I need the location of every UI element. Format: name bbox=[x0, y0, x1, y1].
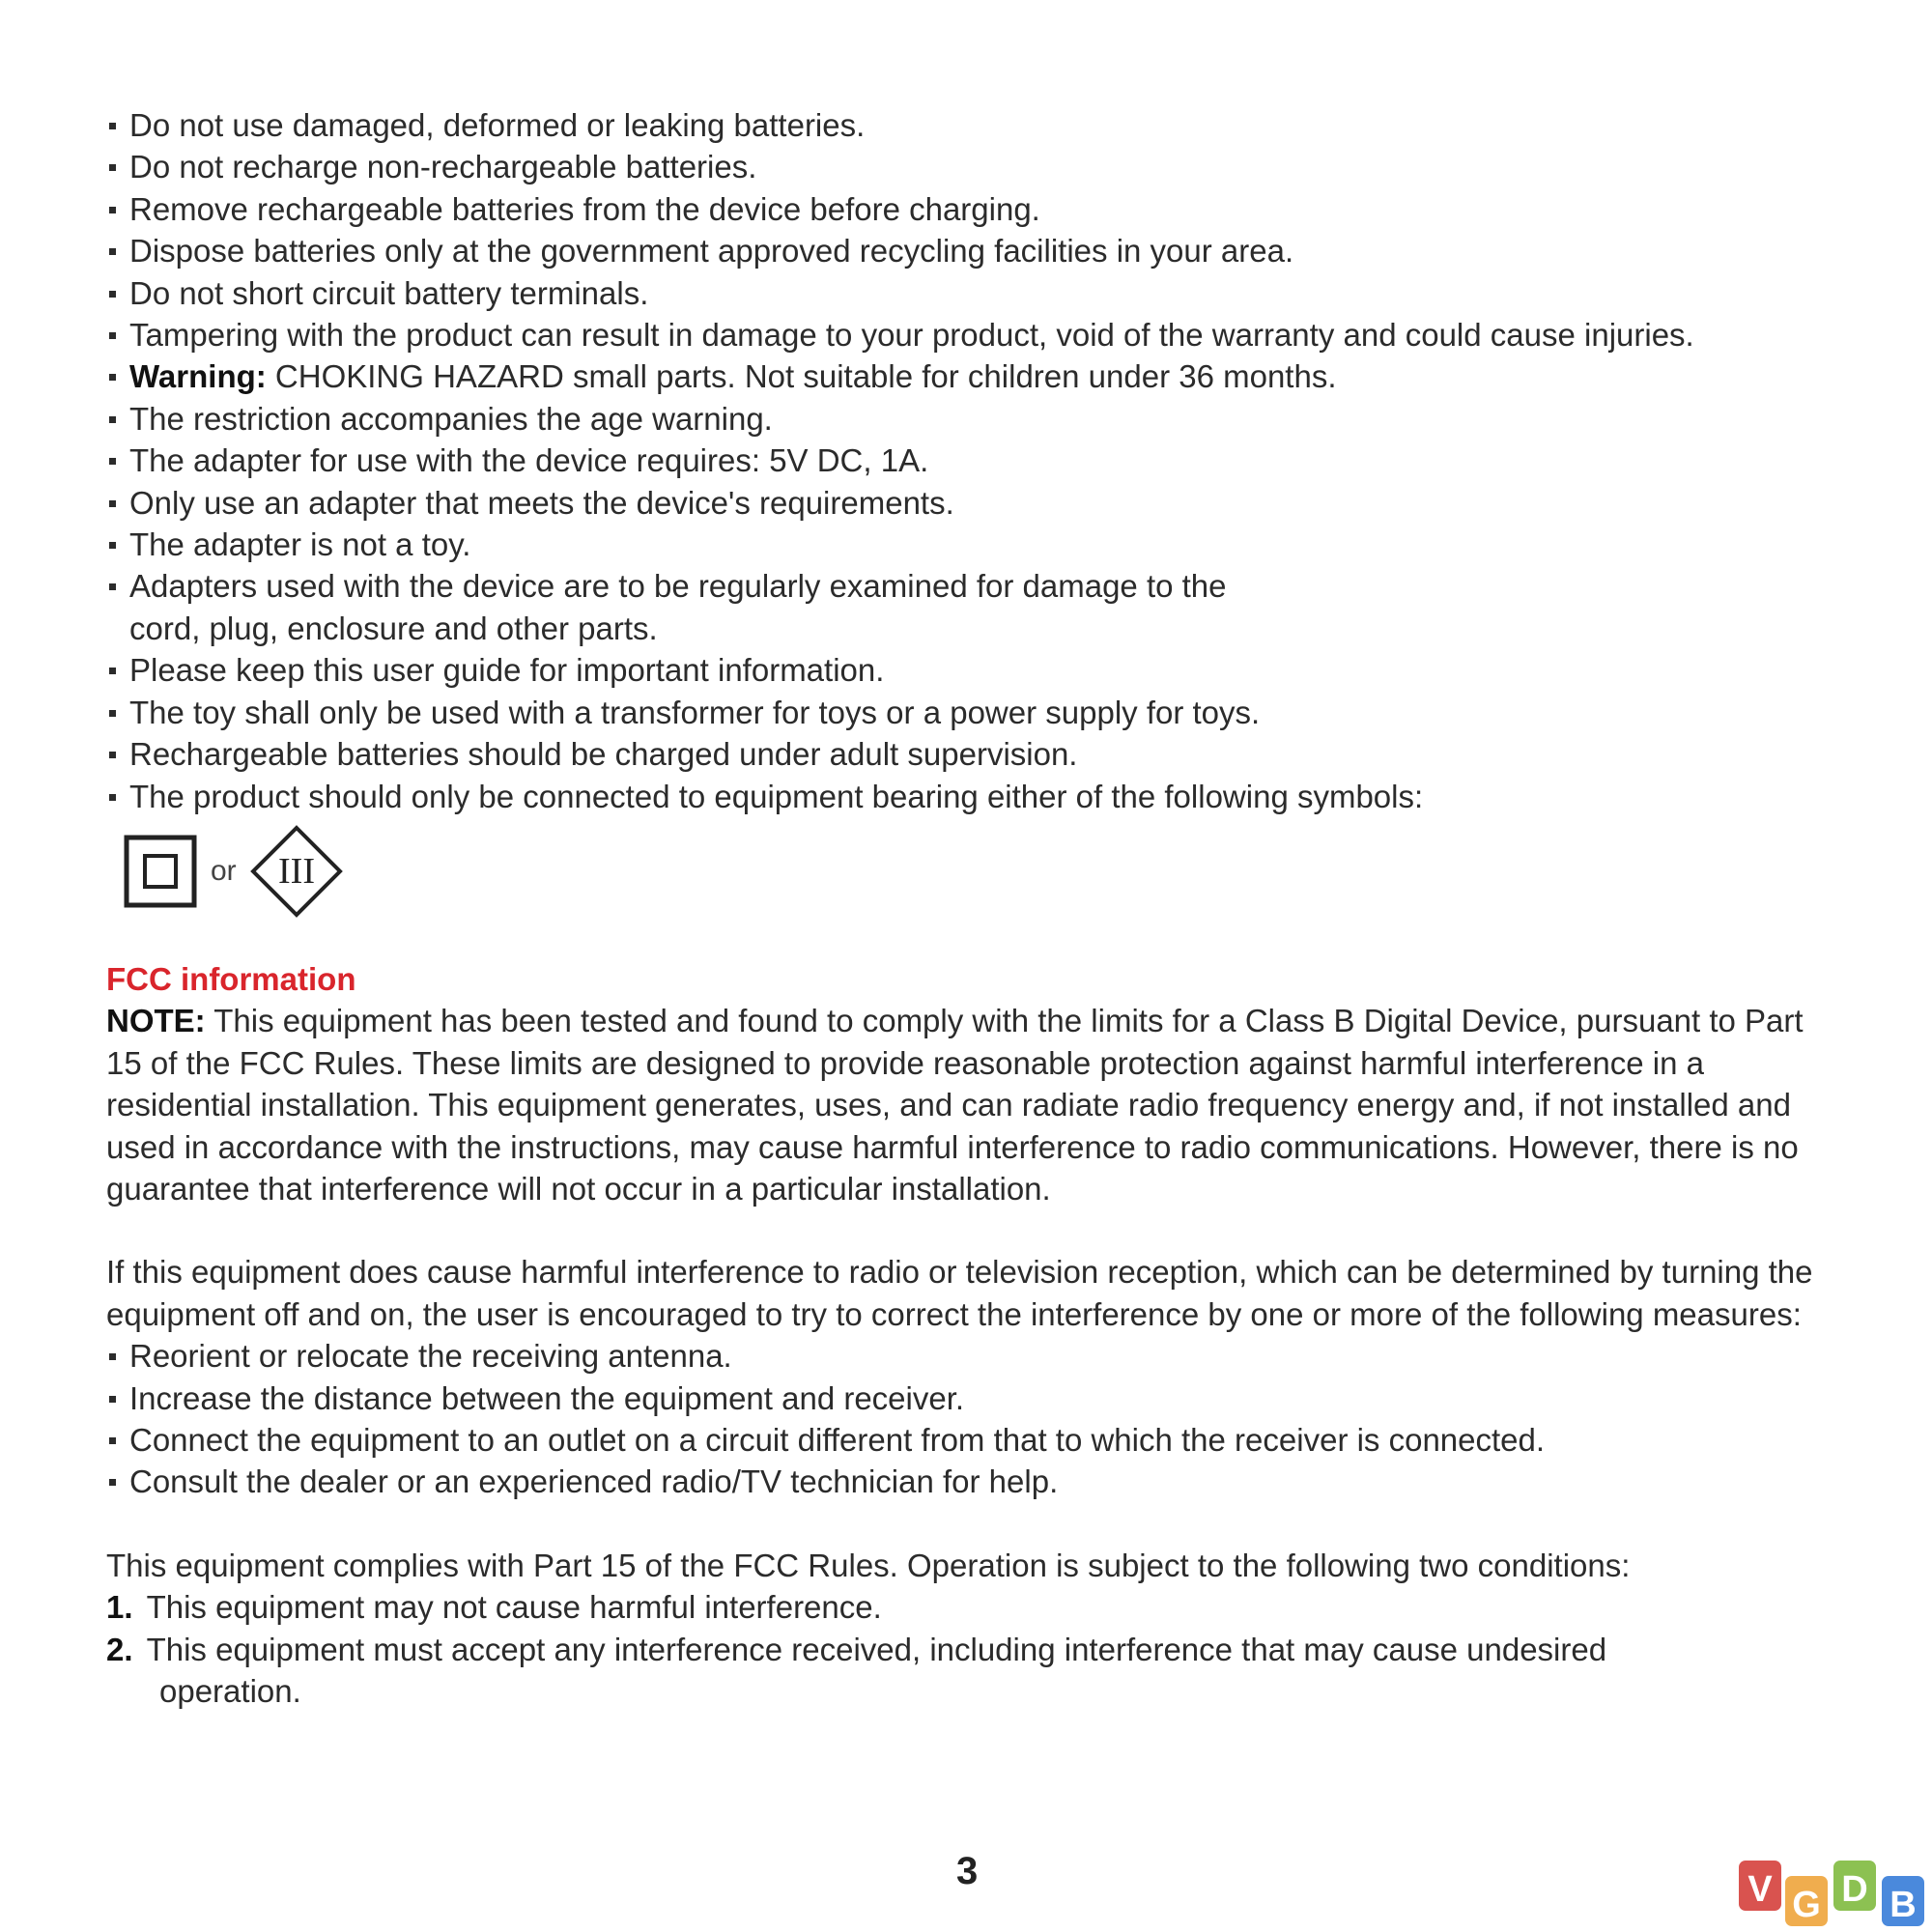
list-item: Rechargeable batteries should be charged under adult supervision. bbox=[106, 733, 1835, 775]
class-iii-diamond-icon bbox=[250, 825, 343, 918]
list-item: The toy shall only be used with a transformer for toys or a power supply for toys. bbox=[106, 692, 1835, 733]
list-item: The product should only be connected to equipment bearing either of the following symbols: bbox=[106, 776, 1835, 817]
battery-safety-list bbox=[106, 104, 1835, 817]
document-page bbox=[106, 104, 1835, 1712]
symbol-or-text: or bbox=[211, 855, 237, 888]
page-number: 3 bbox=[956, 1850, 979, 1892]
list-item: Connect the equipment to an outlet on a circuit different from that to which the receiver is connected. bbox=[106, 1419, 1835, 1461]
list-item: Do not use damaged, deformed or leaking batteries. bbox=[106, 104, 1835, 146]
watermark-tile-v bbox=[1739, 1861, 1781, 1911]
condition-item bbox=[106, 1586, 1835, 1628]
condition-number: 2. bbox=[106, 1631, 133, 1667]
watermark-tile-g bbox=[1785, 1876, 1828, 1926]
list-item: Consult the dealer or an experienced radio/TV technician for help. bbox=[106, 1461, 1835, 1502]
condition-item bbox=[106, 1629, 1835, 1713]
list-item: Please keep this user guide for important information. bbox=[106, 649, 1835, 691]
condition-number: 1. bbox=[106, 1589, 133, 1626]
warning-text: CHOKING HAZARD small parts. Not suitable for children under 36 months. bbox=[266, 358, 1337, 395]
equipment-symbols bbox=[124, 827, 1835, 916]
list-item: Only use an adapter that meets the device's requirements. bbox=[106, 482, 1835, 524]
warning-label: Warning: bbox=[129, 358, 267, 395]
warning-item bbox=[106, 355, 1835, 397]
watermark-letter: G bbox=[1792, 1885, 1821, 1925]
watermark-letter: V bbox=[1747, 1869, 1773, 1910]
vgdb-watermark-logo bbox=[1737, 1857, 1928, 1930]
list-item: Adapters used with the device are to be regularly examined for damage to the cord, plug, enclosure and other parts. bbox=[106, 565, 1835, 649]
list-item: Do not short circuit battery terminals. bbox=[106, 272, 1835, 314]
conditions-list bbox=[106, 1586, 1835, 1712]
watermark-tile-d bbox=[1833, 1861, 1876, 1911]
compliance-intro: This equipment complies with Part 15 of the FCC Rules. Operation is subject to the following two conditions: bbox=[106, 1547, 1631, 1583]
watermark-letter: D bbox=[1841, 1869, 1868, 1910]
fcc-section-title: FCC information bbox=[106, 960, 356, 997]
watermark-tile-b bbox=[1882, 1876, 1924, 1926]
interference-intro: If this equipment does cause harmful interference to radio or television reception, which can be determined by turning the equipment off and on, the user is encouraged to try to correct the interference by one or more of the following measures: bbox=[106, 1254, 1813, 1332]
note-label: NOTE: bbox=[106, 1003, 206, 1039]
list-item: Dispose batteries only at the government approved recycling facilities in your area. bbox=[106, 230, 1835, 271]
list-item: The restriction accompanies the age warning. bbox=[106, 398, 1835, 440]
list-item: Tampering with the product can result in damage to your product, void of the warranty and could cause injuries. bbox=[106, 314, 1835, 355]
condition-text: This equipment must accept any interference received, including interference that may cause undesired operation. bbox=[146, 1631, 1607, 1709]
list-item: Reorient or relocate the receiving antenna. bbox=[106, 1335, 1835, 1377]
list-item: The adapter is not a toy. bbox=[106, 524, 1835, 565]
watermark-letter: B bbox=[1889, 1885, 1917, 1925]
list-item: Do not recharge non-rechargeable batteries. bbox=[106, 146, 1835, 187]
condition-text: This equipment may not cause harmful interference. bbox=[146, 1589, 882, 1626]
list-item: Increase the distance between the equipment and receiver. bbox=[106, 1378, 1835, 1419]
class-ii-double-square-icon bbox=[124, 835, 197, 908]
class-iii-text: III bbox=[277, 850, 315, 892]
list-item: Remove rechargeable batteries from the device before charging. bbox=[106, 188, 1835, 230]
note-text: This equipment has been tested and found to comply with the limits for a Class B Digital Device, pursuant to Part 15 of the FCC Rules. These limits are designed to provide reasonable protection against harmful interference in a residential installation. This equipment generates, uses, and can radiate radio frequency energy and, if not installed and used in accordance with the instructions, may cause harmful interference to radio communications. However, there is no guarantee that interference will not occur in a particular installation. bbox=[106, 1003, 1804, 1207]
fcc-note bbox=[106, 1000, 1835, 1209]
interference-measures-list bbox=[106, 1335, 1835, 1503]
list-item: The adapter for use with the device requires: 5V DC, 1A. bbox=[106, 440, 1835, 481]
